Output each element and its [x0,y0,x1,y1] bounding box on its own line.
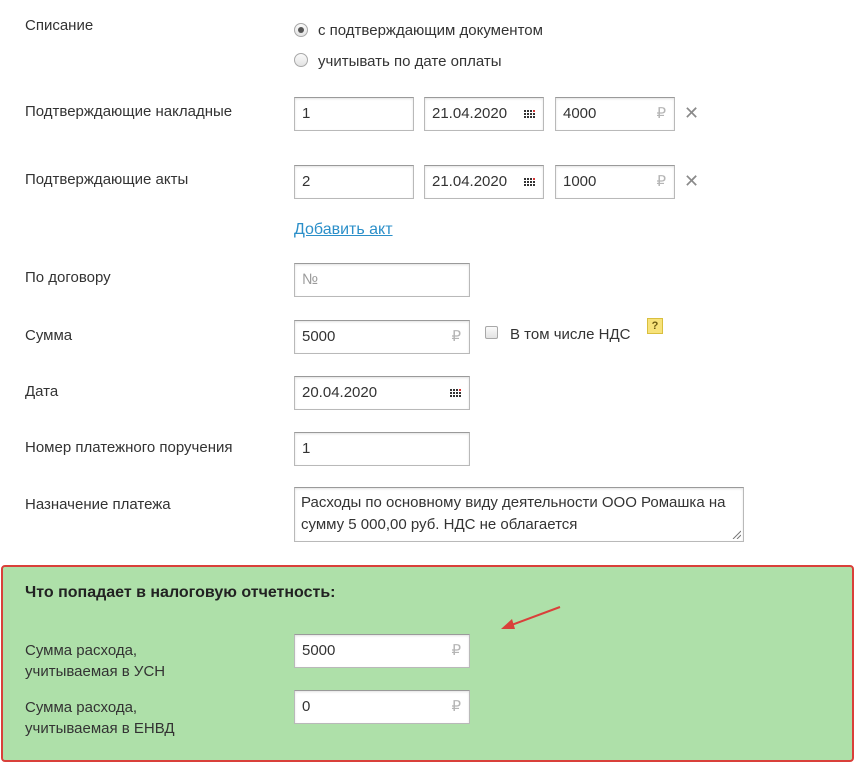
purpose-textarea[interactable] [294,487,744,542]
envd-sum-input[interactable] [294,690,470,724]
act-number-value: 2 [302,173,311,190]
date-input[interactable] [294,376,470,410]
calendar-icon[interactable] [524,110,537,119]
act-amount-value: 1000 [563,173,597,190]
radio-by-payment-date-label[interactable]: учитывать по дате оплаты [318,53,502,70]
resize-handle-icon[interactable] [732,530,741,539]
contract-label: По договору [25,269,111,286]
date-value: 20.04.2020 [302,384,378,401]
usn-sum-input[interactable] [294,634,470,668]
act-date-input[interactable] [424,165,544,199]
arrow-icon [498,604,564,632]
payment-order-input[interactable] [294,432,470,466]
ruble-sign: ₽ [451,642,461,659]
invoice-number-value: 1 [302,105,311,122]
usn-label-line1: Сумма расхода, [25,642,138,659]
invoices-label: Подтверждающие накладные [25,103,233,120]
help-icon[interactable]: ? [647,318,663,334]
contract-number-input[interactable] [294,263,470,297]
invoice-number-input[interactable] [294,97,414,131]
invoice-amount-input[interactable] [555,97,675,131]
envd-sum-value: 0 [302,698,311,715]
payment-order-value: 1 [302,440,311,457]
ruble-sign: ₽ [451,328,461,345]
sum-value: 5000 [302,328,336,345]
date-label: Дата [25,383,59,400]
ruble-sign: ₽ [656,105,666,122]
calendar-icon[interactable] [450,389,463,398]
acts-label: Подтверждающие акты [25,171,189,188]
act-amount-input[interactable] [555,165,675,199]
vat-checkbox-label[interactable]: В том числе НДС [510,326,631,343]
remove-icon[interactable]: ✕ [684,171,700,191]
radio-with-document[interactable] [294,23,308,37]
sum-label: Сумма [25,327,73,344]
contract-number-placeholder: № [302,271,319,288]
usn-label-line2: учитываемая в УСН [25,663,166,680]
envd-label-line1: Сумма расхода, [25,699,138,716]
add-act-link[interactable]: Добавить акт [294,221,393,238]
invoice-date-value: 21.04.2020 [432,105,508,122]
ruble-sign: ₽ [656,173,666,190]
purpose-value: Расходы по основному виду деятельности ООО Ромашка на сумму 5 000,00 руб. НДС не облагается [301,494,726,533]
sum-input[interactable] [294,320,470,354]
payment-order-label: Номер платежного поручения [25,439,233,456]
vat-checkbox[interactable] [485,326,498,339]
tax-report-title: Что попадает в налоговую отчетность: [25,584,336,601]
invoice-date-input[interactable] [424,97,544,131]
remove-icon[interactable]: ✕ [684,103,700,123]
act-date-value: 21.04.2020 [432,173,508,190]
writeoff-label: Списание [25,17,94,34]
act-number-input[interactable] [294,165,414,199]
radio-by-payment-date[interactable] [294,53,308,67]
envd-label-line2: учитываемая в ЕНВД [25,720,175,737]
invoice-amount-value: 4000 [563,105,597,122]
purpose-label: Назначение платежа [25,496,171,513]
calendar-icon[interactable] [524,178,537,187]
usn-sum-value: 5000 [302,642,336,659]
radio-with-document-label[interactable]: с подтверждающим документом [318,22,543,39]
ruble-sign: ₽ [451,698,461,715]
